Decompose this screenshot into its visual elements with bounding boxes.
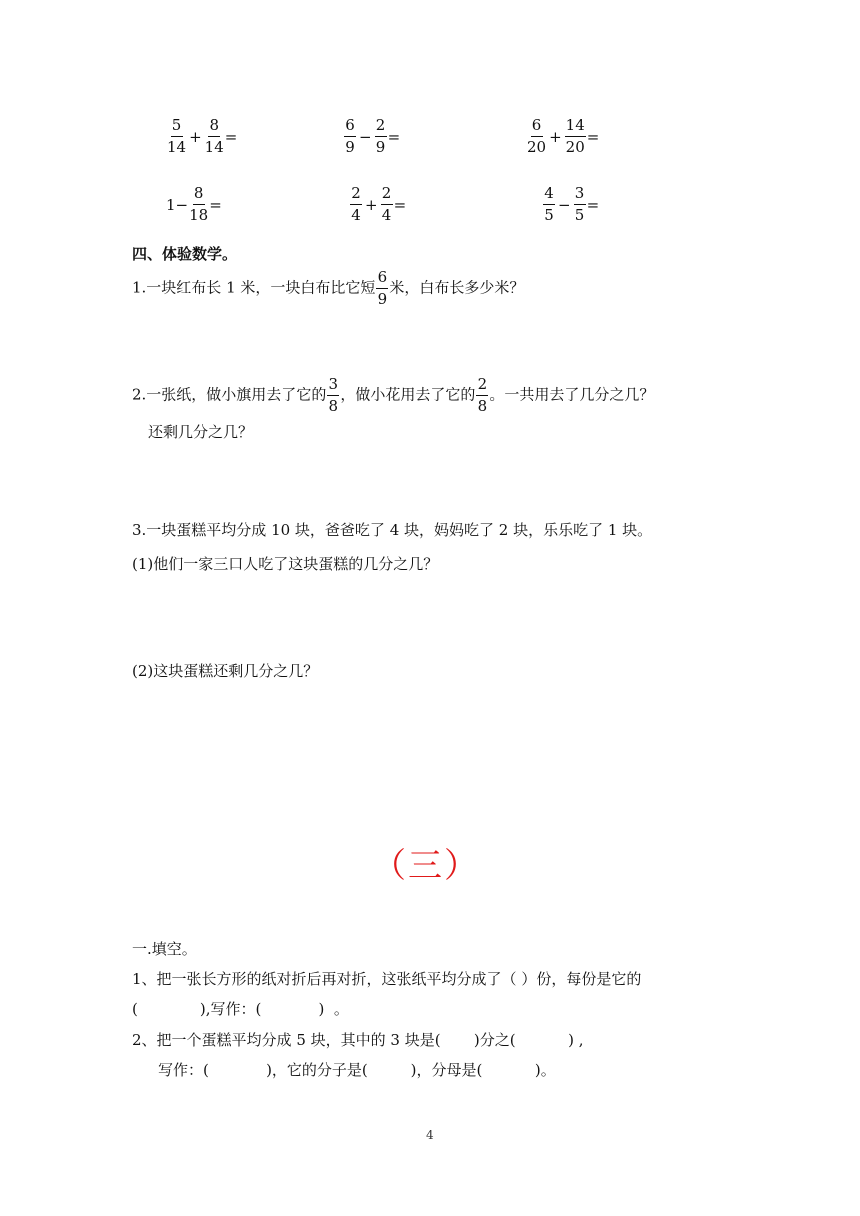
question-1: 1.一块红布长 1 米，一块白布比它短 $\frac{6}{9}$ 米，白布长多少米？ [132, 268, 525, 308]
fill-question-1-line-2: ( ),写作：( ) 。 [132, 1000, 349, 1018]
whole-number-minus: 1− [166, 195, 189, 214]
fraction: $\frac{6}{9}$ [377, 268, 388, 308]
question-2-line-2: 还剩几分之几？ [148, 423, 254, 441]
operator: − [558, 195, 571, 214]
exercise-1 [166, 118, 237, 155]
fraction: $\frac{4}{5}$ [544, 184, 554, 224]
question-2: 2.一张纸，做小旗用去了它的 $\frac{3}{8}$ ，做小花用去了它的 $\frac{2}{8}$ 。一共用去了几分之几？ [132, 375, 655, 415]
equals-sign: = [209, 195, 222, 214]
equals-sign: = [586, 195, 600, 214]
exercise-3 [526, 118, 599, 155]
exercise-6 [542, 186, 599, 223]
fraction: $\frac{2}{4}$ [381, 184, 392, 224]
fill-blank-heading: 一.填空。 [132, 940, 197, 958]
fill-question-1-line-1: 1、把一张长方形的纸对折后再对折，这张纸平均分成了（ ）份，每份是它的 [132, 970, 642, 988]
operator: + [365, 195, 378, 214]
operator: + [549, 127, 562, 146]
equals-sign: = [393, 195, 407, 214]
question-3-part-1: (1)他们一家三口人吃了这块蛋糕的几分之几？ [132, 555, 439, 573]
equals-sign: = [387, 127, 401, 146]
page-number: 4 [426, 1128, 434, 1142]
equals-sign: = [586, 127, 600, 146]
fraction: $\frac{8}{14}$ [204, 116, 224, 156]
fraction: $\frac{8}{18}$ [189, 184, 209, 224]
equals-sign: = [224, 127, 238, 146]
fraction: $\frac{2}{4}$ [351, 184, 361, 224]
section-heading: 四、体验数学。 [132, 245, 238, 263]
exercise-5 [349, 186, 406, 223]
exercise-4 [166, 186, 222, 223]
part-title: （三） [372, 846, 480, 886]
fraction: $\frac{3}{8}$ [328, 375, 339, 415]
question-3: 3.一块蛋糕平均分成 10 块，爸爸吃了 4 块，妈妈吃了 2 块，乐乐吃了 1 块。 [132, 521, 653, 539]
fraction: $\frac{6}{20}$ [527, 116, 547, 156]
fraction: $\frac{2}{8}$ [477, 375, 488, 415]
fraction: $\frac{2}{9}$ [375, 116, 386, 156]
operator: − [359, 127, 372, 146]
fill-question-2-line-2: 写作：( )，它的分子是( )，分母是( )。 [158, 1061, 556, 1079]
fraction: $\frac{14}{20}$ [565, 116, 585, 156]
fraction: $\frac{3}{5}$ [574, 184, 585, 224]
question-3-part-2: (2)这块蛋糕还剩几分之几？ [132, 662, 319, 680]
exercise-2 [343, 118, 400, 155]
fraction: $\frac{5}{14}$ [167, 116, 187, 156]
fill-question-2-line-1: 2、把一个蛋糕平均分成 5 块，其中的 3 块是( )分之( ) , [132, 1031, 584, 1049]
fraction: $\frac{6}{9}$ [345, 116, 355, 156]
operator: + [189, 127, 202, 146]
